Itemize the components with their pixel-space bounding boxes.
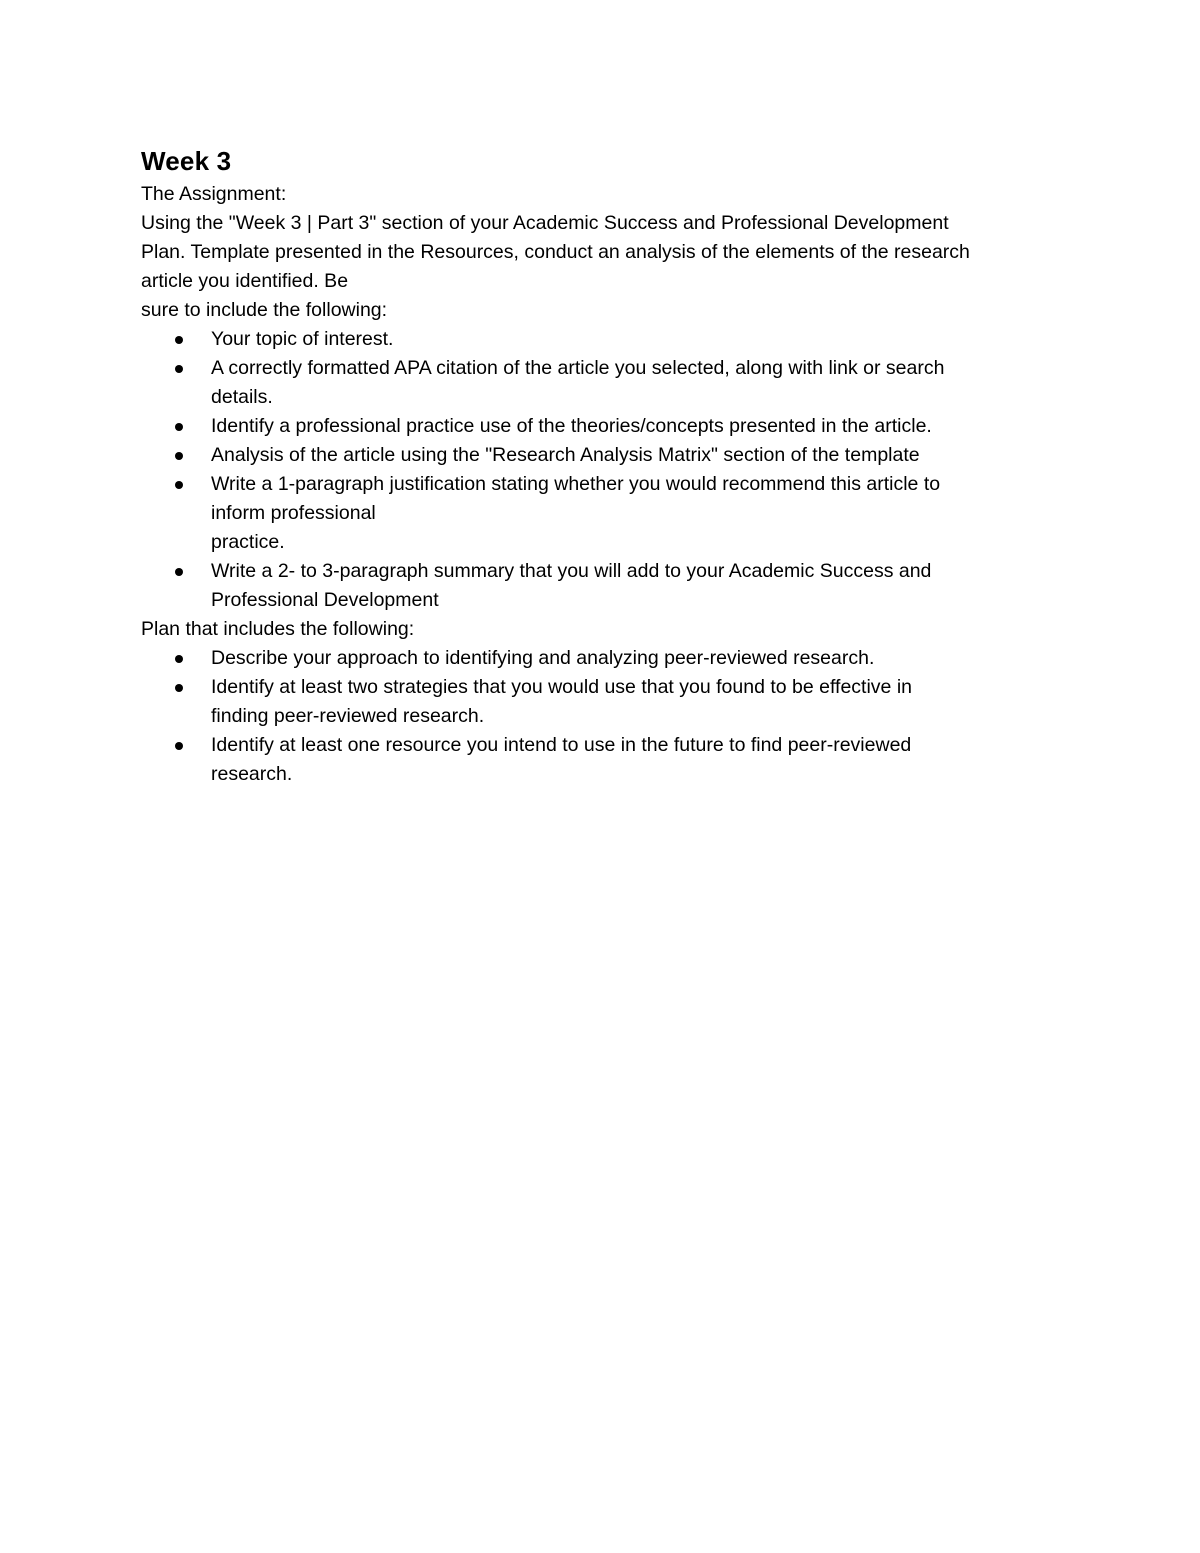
list-item	[211, 557, 1061, 615]
intro-line: sure to include the following:	[141, 299, 388, 321]
list-item-text: research.	[211, 763, 293, 785]
intro-line: Plan. Template presented in the Resources, conduct an analysis of the elements of the research	[141, 241, 970, 263]
list-item-text: Describe your approach to identifying and analyzing peer-reviewed research.	[211, 647, 875, 669]
list-item-text: inform professional	[211, 502, 376, 524]
bullet-icon	[175, 452, 183, 460]
list-item-text: finding peer-reviewed research.	[211, 705, 485, 727]
list-item	[211, 441, 1061, 470]
list-item-text: A correctly formatted APA citation of the article you selected, along with link or search	[211, 357, 945, 379]
bullet-icon	[175, 481, 183, 489]
plan-intro-line: Plan that includes the following:	[141, 618, 415, 640]
list-item-text: Professional Development	[211, 589, 439, 611]
list-item-text: Identify at least two strategies that you would use that you found to be effective in	[211, 676, 912, 698]
list-item	[211, 673, 1061, 731]
list-item-text: details.	[211, 386, 273, 408]
list-item-text: Write a 2- to 3-paragraph summary that you will add to your Academic Success and	[211, 560, 932, 582]
list-item-text: Your topic of interest.	[211, 328, 394, 350]
list-item-text: practice.	[211, 531, 285, 553]
list-item-text: Analysis of the article using the "Research Analysis Matrix" section of the template	[211, 444, 920, 466]
list-item-text: Write a 1-paragraph justification stating whether you would recommend this article to	[211, 473, 941, 495]
list-item	[211, 354, 1061, 412]
bullet-icon	[175, 423, 183, 431]
plan-list	[141, 644, 1061, 789]
list-item	[211, 644, 1061, 673]
bullet-icon	[175, 684, 183, 692]
bullet-icon	[175, 655, 183, 663]
bullet-icon	[175, 568, 183, 576]
intro-line: article you identified. Be	[141, 270, 349, 292]
list-item	[211, 731, 1061, 789]
assignment-heading: The Assignment:	[141, 183, 287, 205]
intro-line: Using the "Week 3 | Part 3" section of your Academic Success and Professional Development	[141, 212, 949, 234]
list-item-text: Identify at least one resource you intend to use in the future to find peer-reviewed	[211, 734, 912, 756]
requirements-list	[141, 325, 1061, 615]
page-title: Week 3	[141, 146, 232, 176]
bullet-icon	[175, 365, 183, 373]
list-item	[211, 412, 1061, 441]
list-item	[211, 470, 1061, 557]
list-item-text: Identify a professional practice use of the theories/concepts presented in the article.	[211, 415, 932, 437]
bullet-icon	[175, 742, 183, 750]
list-item	[211, 325, 1061, 354]
document-body	[141, 146, 1061, 789]
bullet-icon	[175, 336, 183, 344]
